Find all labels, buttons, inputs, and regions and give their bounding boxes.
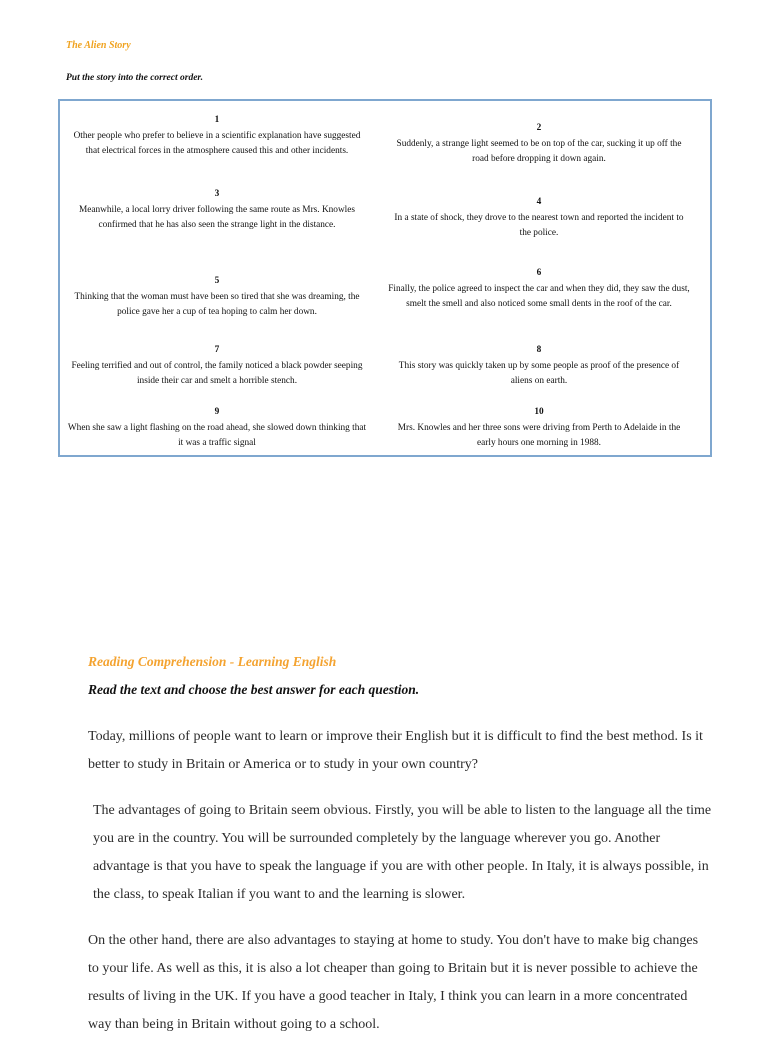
story-item [66,343,368,390]
story-item-number: 2 [536,123,542,133]
story-item [66,274,368,321]
story-items-box [58,99,712,457]
reading-paragraph: Today, millions of people want to learn or improve their English but it is difficult to find the best method. Is it better to study in Britain or America or to study in your own country? [88,729,703,772]
reading-paragraph: The advantages of going to Britain seem obvious. Firstly, you will be able to listen to the language all the time you are in the country. You will be surrounded completely by the language wherever you go. Another advantage is that you have to speak the language if you are with other people. In Italy, it is always possible, in the class, to speak Italian if you want to and the learning is slower. [93,803,712,902]
story-item-text: Finally, the police agreed to inspect the car and when they did, they saw the dust, smelt the smell and also noticed some small dents in the roof of the car. [388,283,690,309]
story-item-number: 9 [214,407,220,417]
story-item [388,405,690,452]
story-item-number: 5 [214,276,220,286]
story-item-text: Meanwhile, a local lorry driver following the same route as Mrs. Knowles confirmed that he has also seen the strange light in the distance. [79,204,355,230]
section-title: Reading Comprehension - Learning English [88,654,337,669]
story-item [66,187,368,234]
document-title: The Alien Story [66,40,131,51]
story-item-number: 4 [536,197,542,207]
story-item-text: Suddenly, a strange light seemed to be on top of the car, sucking it up off the road before dropping it down again. [396,138,682,164]
story-item-text: Thinking that the woman must have been so tired that she was dreaming, the police gave her a cup of tea hoping to calm her down. [74,291,360,317]
story-item-text: In a state of shock, they drove to the nearest town and reported the incident to the police. [394,212,684,238]
story-item [388,121,690,168]
story-item-text: Mrs. Knowles and her three sons were driving from Perth to Adelaide in the early hours one morning in 1988. [397,422,681,448]
story-item [388,343,690,390]
story-item-number: 3 [214,189,220,199]
story-item-number: 1 [214,115,220,125]
reading-paragraph: On the other hand, there are also advantages to staying at home to study. You don't have to make big changes to your life. As well as this, it is also a lot cheaper than going to Britain but it is never possible to achieve the results of living in the UK. If you have a good teacher in Italy, I think you can learn in a more concentrated way than being in Britain without going to a school. [88,933,699,1032]
story-item-number: 7 [214,345,220,355]
story-item [388,195,690,242]
story-item-number: 8 [536,345,542,355]
story-item [66,405,368,452]
story-item-text: Other people who prefer to believe in a scientific explanation have suggested that electrical forces in the atmosphere caused this and other incidents. [73,130,361,156]
story-item [66,113,368,160]
section-instruction: Read the text and choose the best answer for each question. [88,682,420,697]
story-item-text: Feeling terrified and out of control, the family noticed a black powder seeping inside their car and smelt a horrible stench. [71,360,363,386]
story-item [388,266,690,313]
story-item-number: 10 [534,407,544,417]
story-item-text: When she saw a light flashing on the road ahead, she slowed down thinking that it was a traffic signal [67,422,367,448]
story-item-number: 6 [536,268,542,278]
document-instruction: Put the story into the correct order. [66,73,203,83]
story-item-text: This story was quickly taken up by some people as proof of the presence of aliens on earth. [398,360,680,386]
